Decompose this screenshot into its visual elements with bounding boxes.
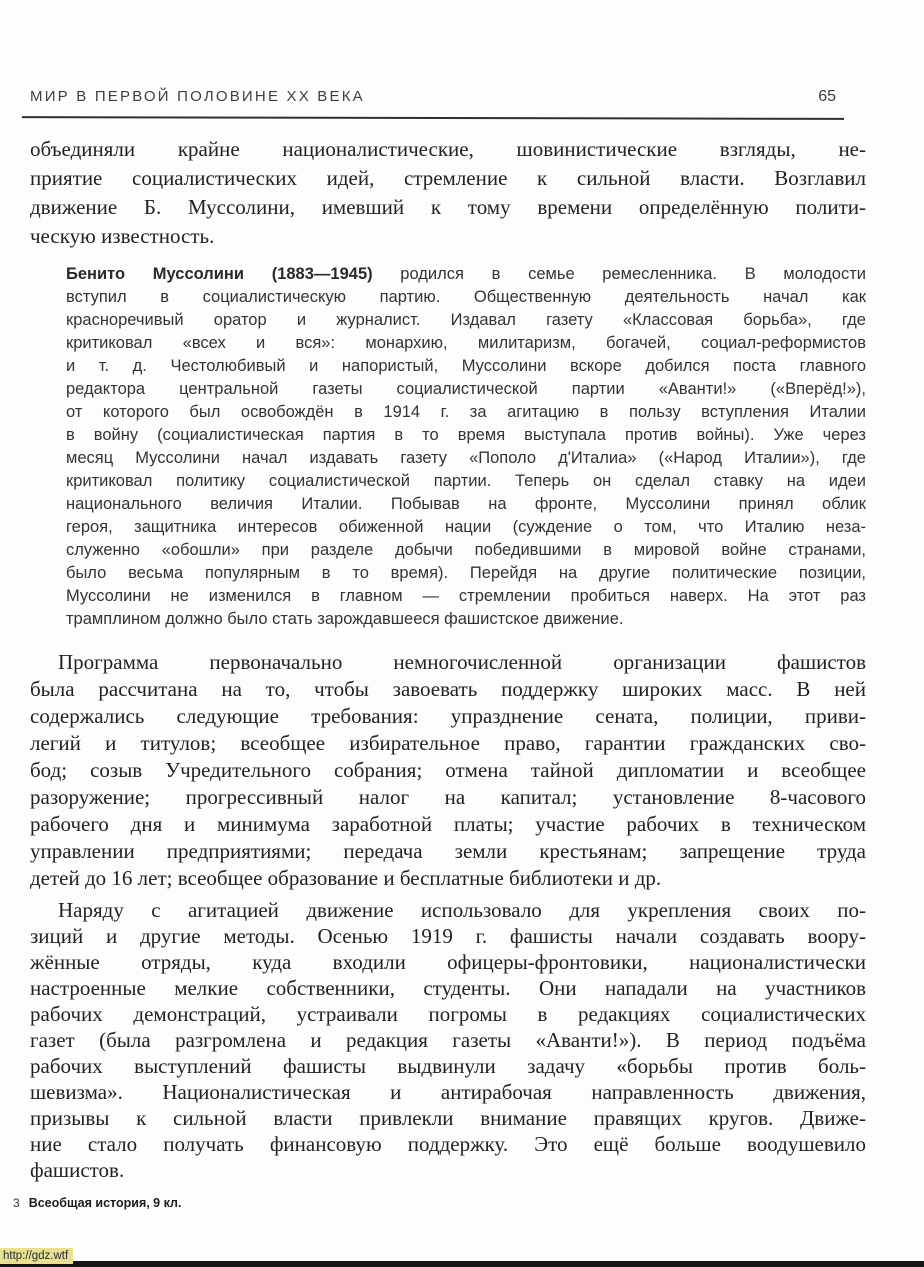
text-line: вступил в социалистическую партию. Общественную деятельность начал как (66, 288, 866, 306)
text-line: управлении предприятиями; передача земли крестьянам; запрещение труда (30, 839, 866, 863)
text-line: объединяли крайне националистические, шовинистические взгляды, не- (30, 137, 866, 161)
text-line: газет (была разгромлена и редакция газеты «Аванти!»). В период подъёма (30, 1028, 866, 1052)
paragraph-intro (30, 135, 866, 251)
text-line: трамплином должно было стать зарождавшееся фашистское движение. (66, 610, 624, 628)
text-line: Муссолини не изменился в главном — стремлении пробиться наверх. На этот раз (66, 587, 866, 605)
text-line: героя, защитника интересов обиженной нации (суждение о том, что Италию неза- (66, 518, 866, 536)
text-line: содержались следующие требования: упразднение сената, полиции, приви- (30, 704, 866, 728)
text-line: фашистов. (30, 1158, 125, 1182)
page-number: 65 (818, 88, 836, 105)
paragraph-agitation (30, 897, 866, 1183)
text-line: рабочих выступлений фашисты выдвинули задачу «борьбы против боль- (30, 1054, 866, 1078)
text-line: от которого был освобождён в 1914 г. за агитацию в пользу вступления Италии (66, 403, 866, 421)
text-line: приятие социалистических идей, стремление к сильной власти. Возглавил (30, 166, 866, 190)
text-line: настроенные мелкие собственники, студенты. Они нападали на участников (30, 976, 866, 1000)
text-line: критиковал политику социалистической партии. Теперь он сделал ставку на идеи (66, 472, 866, 490)
text-line: ние стало получать финансовую поддержку. Это ещё больше воодушевило (30, 1132, 866, 1156)
text-line: критиковал «всех и вся»: монархию, милитаризм, богачей, социал-реформистов (66, 334, 866, 352)
bio-name-bold: Бенито Муссолини (1883—1945) (66, 265, 373, 283)
text-line: рабочего дня и минимума заработной платы; участие рабочих в техническом (30, 812, 866, 836)
footer-signature-line (13, 1196, 181, 1210)
text-line: зиций и другие методы. Осенью 1919 г. фашисты начали создавать воору- (30, 924, 866, 948)
signature-number: 3 (13, 1196, 20, 1210)
text-line: призывы к сильной власти привлекли внимание правящих кругов. Движе- (30, 1106, 866, 1130)
running-head: МИР В ПЕРВОЙ ПОЛОВИНЕ XX ВЕКА (30, 88, 365, 105)
text-line: Наряду с агитацией движение использовало для укрепления своих по- (58, 898, 866, 922)
text-line: Программа первоначально немногочисленной организации фашистов (58, 650, 866, 674)
biography-inset (66, 263, 866, 631)
scan-bottom-edge (0, 1261, 924, 1267)
text-line: жённые отряды, куда входили офицеры-фронтовики, националистически (30, 950, 866, 974)
header-rule (22, 116, 844, 120)
text-line: редактора центральной газеты социалистической партии «Аванти!» («Вперёд!»), (66, 380, 866, 398)
text-line: и т. д. Честолюбивый и напористый, Муссолини вскоре добился поста главного (66, 357, 866, 375)
text-line: шевизма». Националистическая и антирабочая направленность движения, (30, 1080, 866, 1104)
footer-book-title: Всеобщая история, 9 кл. (28, 1196, 182, 1210)
bio-body-lines (66, 286, 866, 631)
text-line: рабочих демонстраций, устраивали погромы в редакциях социалистических (30, 1002, 866, 1026)
text-line: в войну (социалистическая партия в то время выступала против войны). Уже через (66, 426, 866, 444)
watermark-url: http://gdz.wtf (0, 1248, 73, 1264)
text-line: детей до 16 лет; всеобщее образование и бесплатные библиотеки и др. (30, 866, 662, 890)
bio-first-line-rest: родился в семье ремесленника. В молодости (372, 265, 866, 283)
paragraph-program (30, 649, 866, 892)
text-line: служенно «обошли» при разделе добычи победившими в мировой войне странами, (66, 541, 866, 559)
bio-first-line (66, 263, 866, 286)
text-line: было весьма популярным в то время). Перейдя на другие политические позиции, (66, 564, 866, 582)
text-line: была рассчитана на то, чтобы завоевать поддержку широких масс. В ней (30, 677, 866, 701)
text-line: ческую известность. (30, 224, 215, 248)
text-line: бод; созыв Учредительного собрания; отмена тайной дипломатии и всеобщее (30, 758, 866, 782)
text-line: национального величия Италии. Побывав на фронте, Муссолини принял облик (66, 495, 866, 513)
text-line: месяц Муссолини начал издавать газету «Пополо д'Италиа» («Народ Италии»), где (66, 449, 866, 467)
text-line: красноречивый оратор и журналист. Издавал газету «Классовая борьба», где (66, 311, 866, 329)
text-line: разоружение; прогрессивный налог на капитал; установление 8-часового (30, 785, 866, 809)
text-line: легий и титулов; всеобщее избирательное право, гарантии гражданских сво- (30, 731, 866, 755)
text-line: движение Б. Муссолини, имевший к тому времени определённую полити- (30, 195, 866, 219)
